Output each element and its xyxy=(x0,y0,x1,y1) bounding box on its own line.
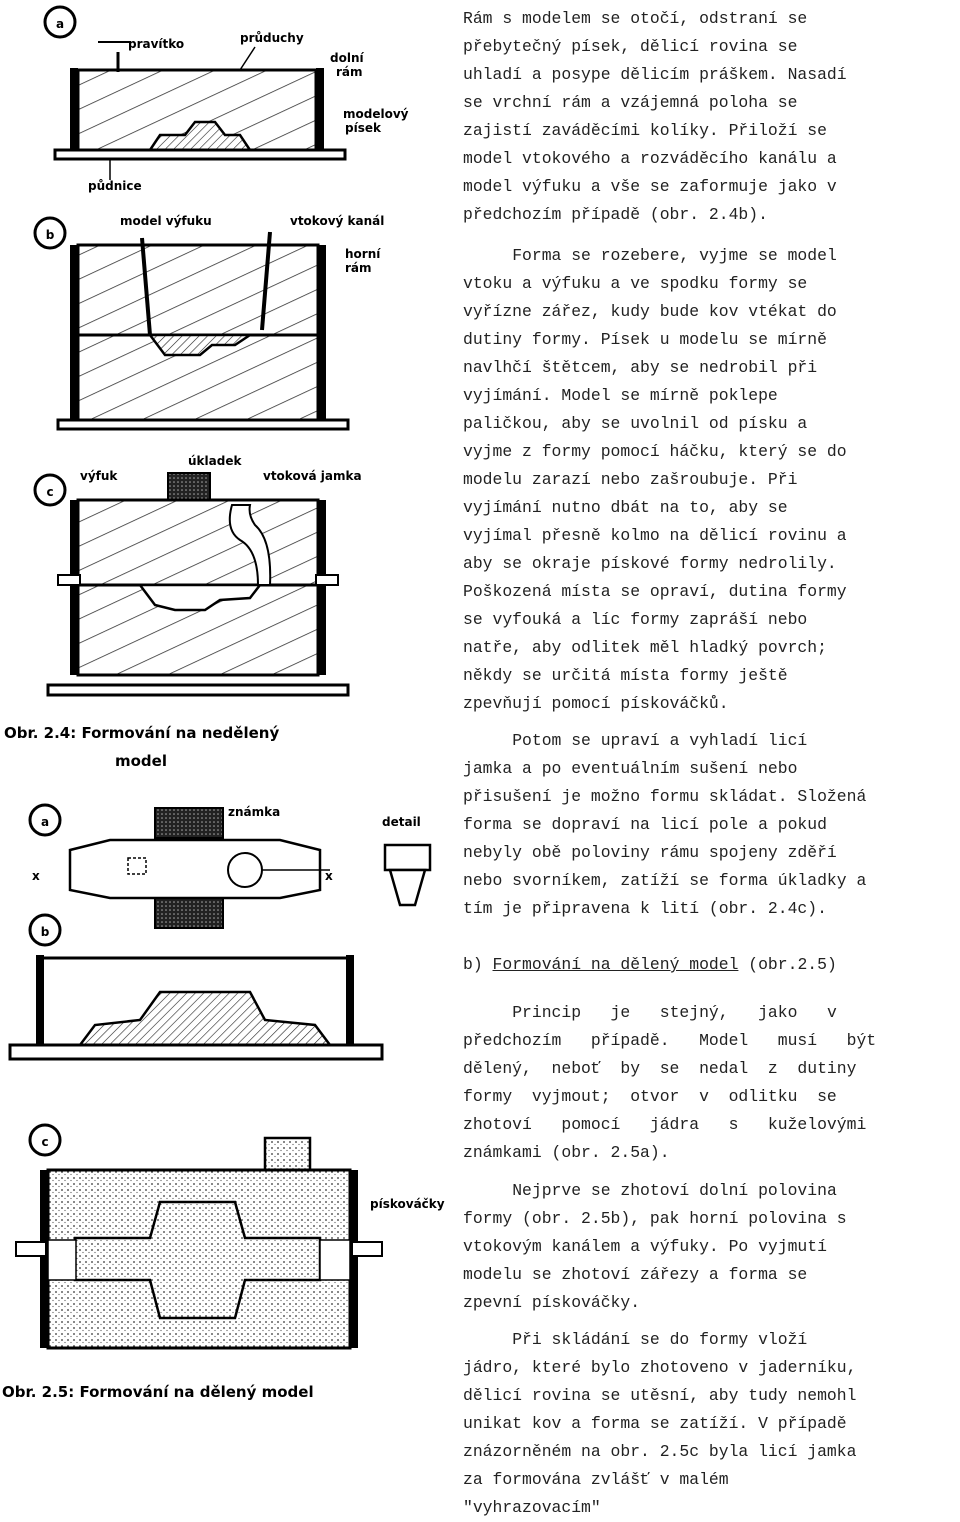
fig25-panel-b-letter: b xyxy=(40,925,50,939)
label-x2: x xyxy=(325,869,333,883)
figure-drawings xyxy=(0,0,455,1521)
fig25-panel-a xyxy=(30,805,430,928)
p4-line: známkami (obr. 2.5a). xyxy=(463,1143,670,1162)
label-ukladek: úkladek xyxy=(188,454,242,468)
paragraph-2: Forma se rozebere, vyjme se model vtoku a výfuku a ve spodku formy se vyřízne zářez, kudy bude kov vtékat do dutiny formy. Písek u modelu se mírně navlhčí štětcem, aby se nedrobil při vyjímání. Model se mírně poklepe paličkou, aby se uvolnil od písku a vyjme z formy pomocí háčku, který se do modelu zarazí nebo zašroubuje. Při vyjímání nutno dbát na to, aby se vyjímal přesně kolmo na dělicí rovinu a aby se okraje pískové formy nedrolily. Poškozená místa se opraví, dutina formy se vyfouká a líc formy zapráší nebo natře, aby odlitek měl hladký povrch; někdy se určitá místa formy ještě zpevňují pomocí pískováčků. xyxy=(463,246,847,713)
paragraph-6: Při skládání se do formy vloží jádro, které bylo zhotoveno v jaderníku, dělicí rovina se utěsní, aby tudy nemohl unikat kov a forma se zatíží. V případě znázorněném na obr. 2.5c byla licí jamka za formována zvlášť v malém "vyhrazovacím" xyxy=(463,1330,857,1517)
fig25-caption: Obr. 2.5: Formování na dělený model xyxy=(2,1383,314,1401)
paragraph-5: Nejprve se zhotoví dolní polovina formy (obr. 2.5b), pak horní polovina s vtokovým kanálem a výfuky. Po vyjmutí modelu se zhotoví zářezy a forma se zpevní pískováčky. xyxy=(463,1181,847,1312)
fig24-caption-line2: model xyxy=(115,752,167,770)
label-vtokova-jamka: vtoková jamka xyxy=(263,469,362,483)
p4-line: zhotoví pomocí jádra s kuželovými xyxy=(463,1115,867,1134)
label-pisek: písek xyxy=(345,121,381,135)
fig25-panel-a-letter: a xyxy=(40,815,50,829)
p4-line: formy vyjmout; otvor v odlitku se xyxy=(463,1087,837,1106)
label-vyfuk: výfuk xyxy=(80,469,118,483)
fig25-panel-b xyxy=(10,915,382,1059)
fig25-panel-c xyxy=(2,1125,445,1401)
p4-line: předchozím případě. Model musí být xyxy=(463,1031,877,1050)
label-pruduchy: průduchy xyxy=(240,31,304,45)
paragraph-1: Rám s modelem se otočí, odstraní se přebytečný písek, dělicí rovina se uhladí a posype dělicím práškem. Nasadí se vrchní rám a vzájemná poloha se zajistí zaváděcími kolíky. Přiloží se model vtokového a rozváděcího kanálu a model výfuku a vše se zaformuje jako v předchozím případě (obr. 2.4b). xyxy=(463,9,847,224)
label-ram2: rám xyxy=(345,261,372,275)
label-horni: horní xyxy=(345,247,381,261)
fig24-panel-b xyxy=(35,214,384,429)
fig24-panel-b-letter: b xyxy=(45,228,55,242)
fig25-panel-c-letter: c xyxy=(41,1135,49,1149)
label-dolni: dolní xyxy=(330,51,364,65)
fig24-panel-a-letter: a xyxy=(55,17,65,31)
label-piskovacky: pískováčky xyxy=(370,1197,445,1211)
paragraph-3: Potom se upraví a vyhladí licí jamka a po eventuálním sušení nebo přisušení je možno formu skládat. Složená forma se dopraví na licí pole a pokud nebyly obě poloviny rámu spojeny zděří nebo svorníkem, zatíží se forma úkladky a tím je připravena k lití (obr. 2.4c). xyxy=(463,731,867,918)
label-znamka: známka xyxy=(228,805,281,819)
heading-title: Formování na dělený model xyxy=(492,955,739,974)
fig24-caption-line1: Obr. 2.4: Formování na nedělený xyxy=(4,724,280,742)
label-detail: detail xyxy=(382,815,421,829)
label-pravitko: pravítko xyxy=(128,37,185,51)
section-heading xyxy=(463,951,960,979)
p4-line: dělený, neboť by se nedal z dutiny xyxy=(463,1059,857,1078)
paragraph-4 xyxy=(463,999,960,1167)
p4-line: Princip je stejný, jako v xyxy=(463,1003,837,1022)
heading-suffix: (obr.2.5) xyxy=(738,955,837,974)
label-x1: x xyxy=(32,869,40,883)
label-model-vyfuku: model výfuku xyxy=(120,214,212,228)
label-pudnice: půdnice xyxy=(88,179,142,193)
label-vtokovy-kanal: vtokový kanál xyxy=(290,214,385,228)
heading-prefix: b) xyxy=(463,955,493,974)
fig24-panel-c xyxy=(4,454,362,770)
label-ram: rám xyxy=(336,65,363,79)
figure-column xyxy=(0,0,455,1521)
fig24-panel-a xyxy=(45,7,409,193)
fig24-panel-c-letter: c xyxy=(46,485,54,499)
label-modelovy: modelový xyxy=(343,107,409,121)
